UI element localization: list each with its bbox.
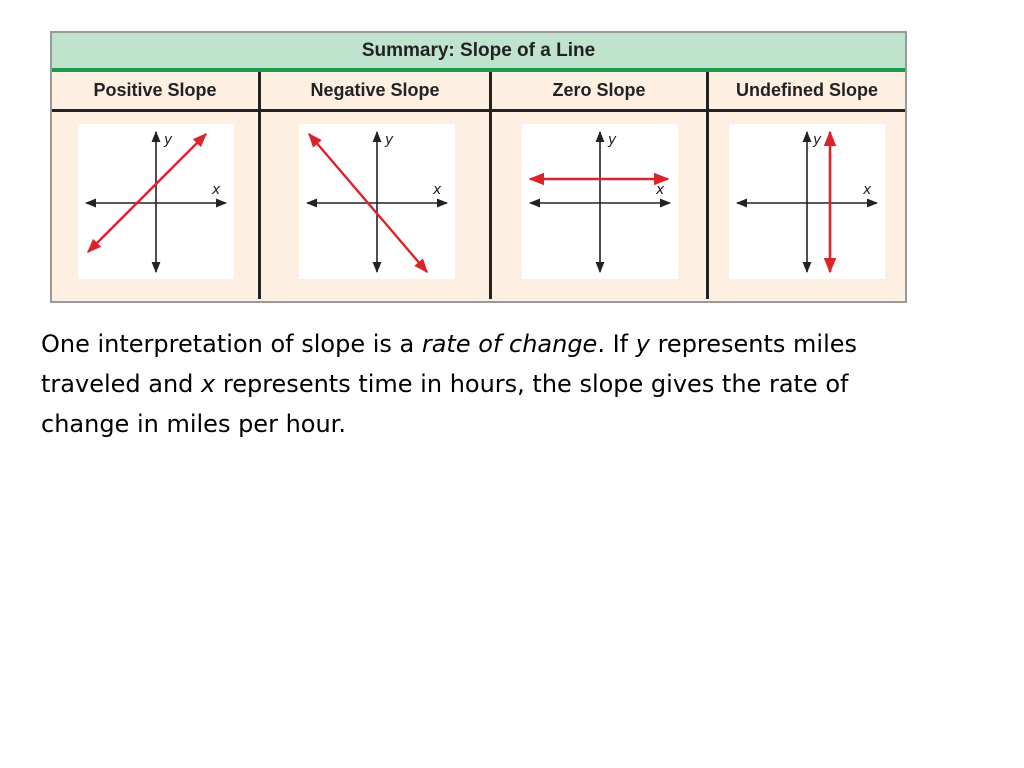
cell-positive-graph — [52, 112, 258, 299]
x-axis-label: x — [656, 182, 665, 198]
table-title: Summary: Slope of a Line — [52, 33, 905, 72]
cell-negative-graph — [258, 112, 489, 299]
column-header-zero: Zero Slope — [489, 72, 706, 109]
cell-undefined-graph — [706, 112, 905, 299]
cell-zero-graph — [489, 112, 706, 299]
x-axis-label: x — [212, 182, 221, 198]
variable-x: x — [201, 370, 216, 398]
slope-line — [88, 134, 206, 252]
x-axis-label: x — [863, 182, 872, 198]
table-header-row — [52, 72, 905, 112]
slope-summary-table — [50, 31, 907, 303]
variable-y: y — [635, 330, 650, 358]
paragraph-text-1: One interpretation of slope is a — [41, 330, 422, 358]
positive-slope-graph-icon — [78, 124, 234, 279]
column-header-negative: Negative Slope — [258, 72, 489, 109]
paragraph-text-2: . If — [597, 330, 636, 358]
zero-slope-graph-icon — [522, 124, 678, 279]
undefined-slope-graph-icon — [729, 124, 885, 279]
paragraph-text-3: represents miles traveled and — [41, 330, 858, 398]
column-header-positive: Positive Slope — [93, 80, 217, 100]
y-axis-label: y — [385, 132, 394, 148]
table-graph-row — [52, 112, 905, 299]
x-axis-label: x — [433, 182, 442, 198]
term-rate-of-change: rate of change — [421, 330, 598, 358]
column-header-undefined: Undefined Slope — [706, 72, 905, 109]
y-axis-label: y — [608, 132, 617, 148]
negative-slope-graph-icon — [299, 124, 455, 279]
slope-interpretation-paragraph — [41, 324, 921, 444]
y-axis-label: y — [813, 132, 822, 148]
y-axis-label: y — [164, 132, 173, 148]
paragraph-text-4: represents time in hours, the slope gives the rate of change in miles per hour. — [41, 370, 849, 438]
